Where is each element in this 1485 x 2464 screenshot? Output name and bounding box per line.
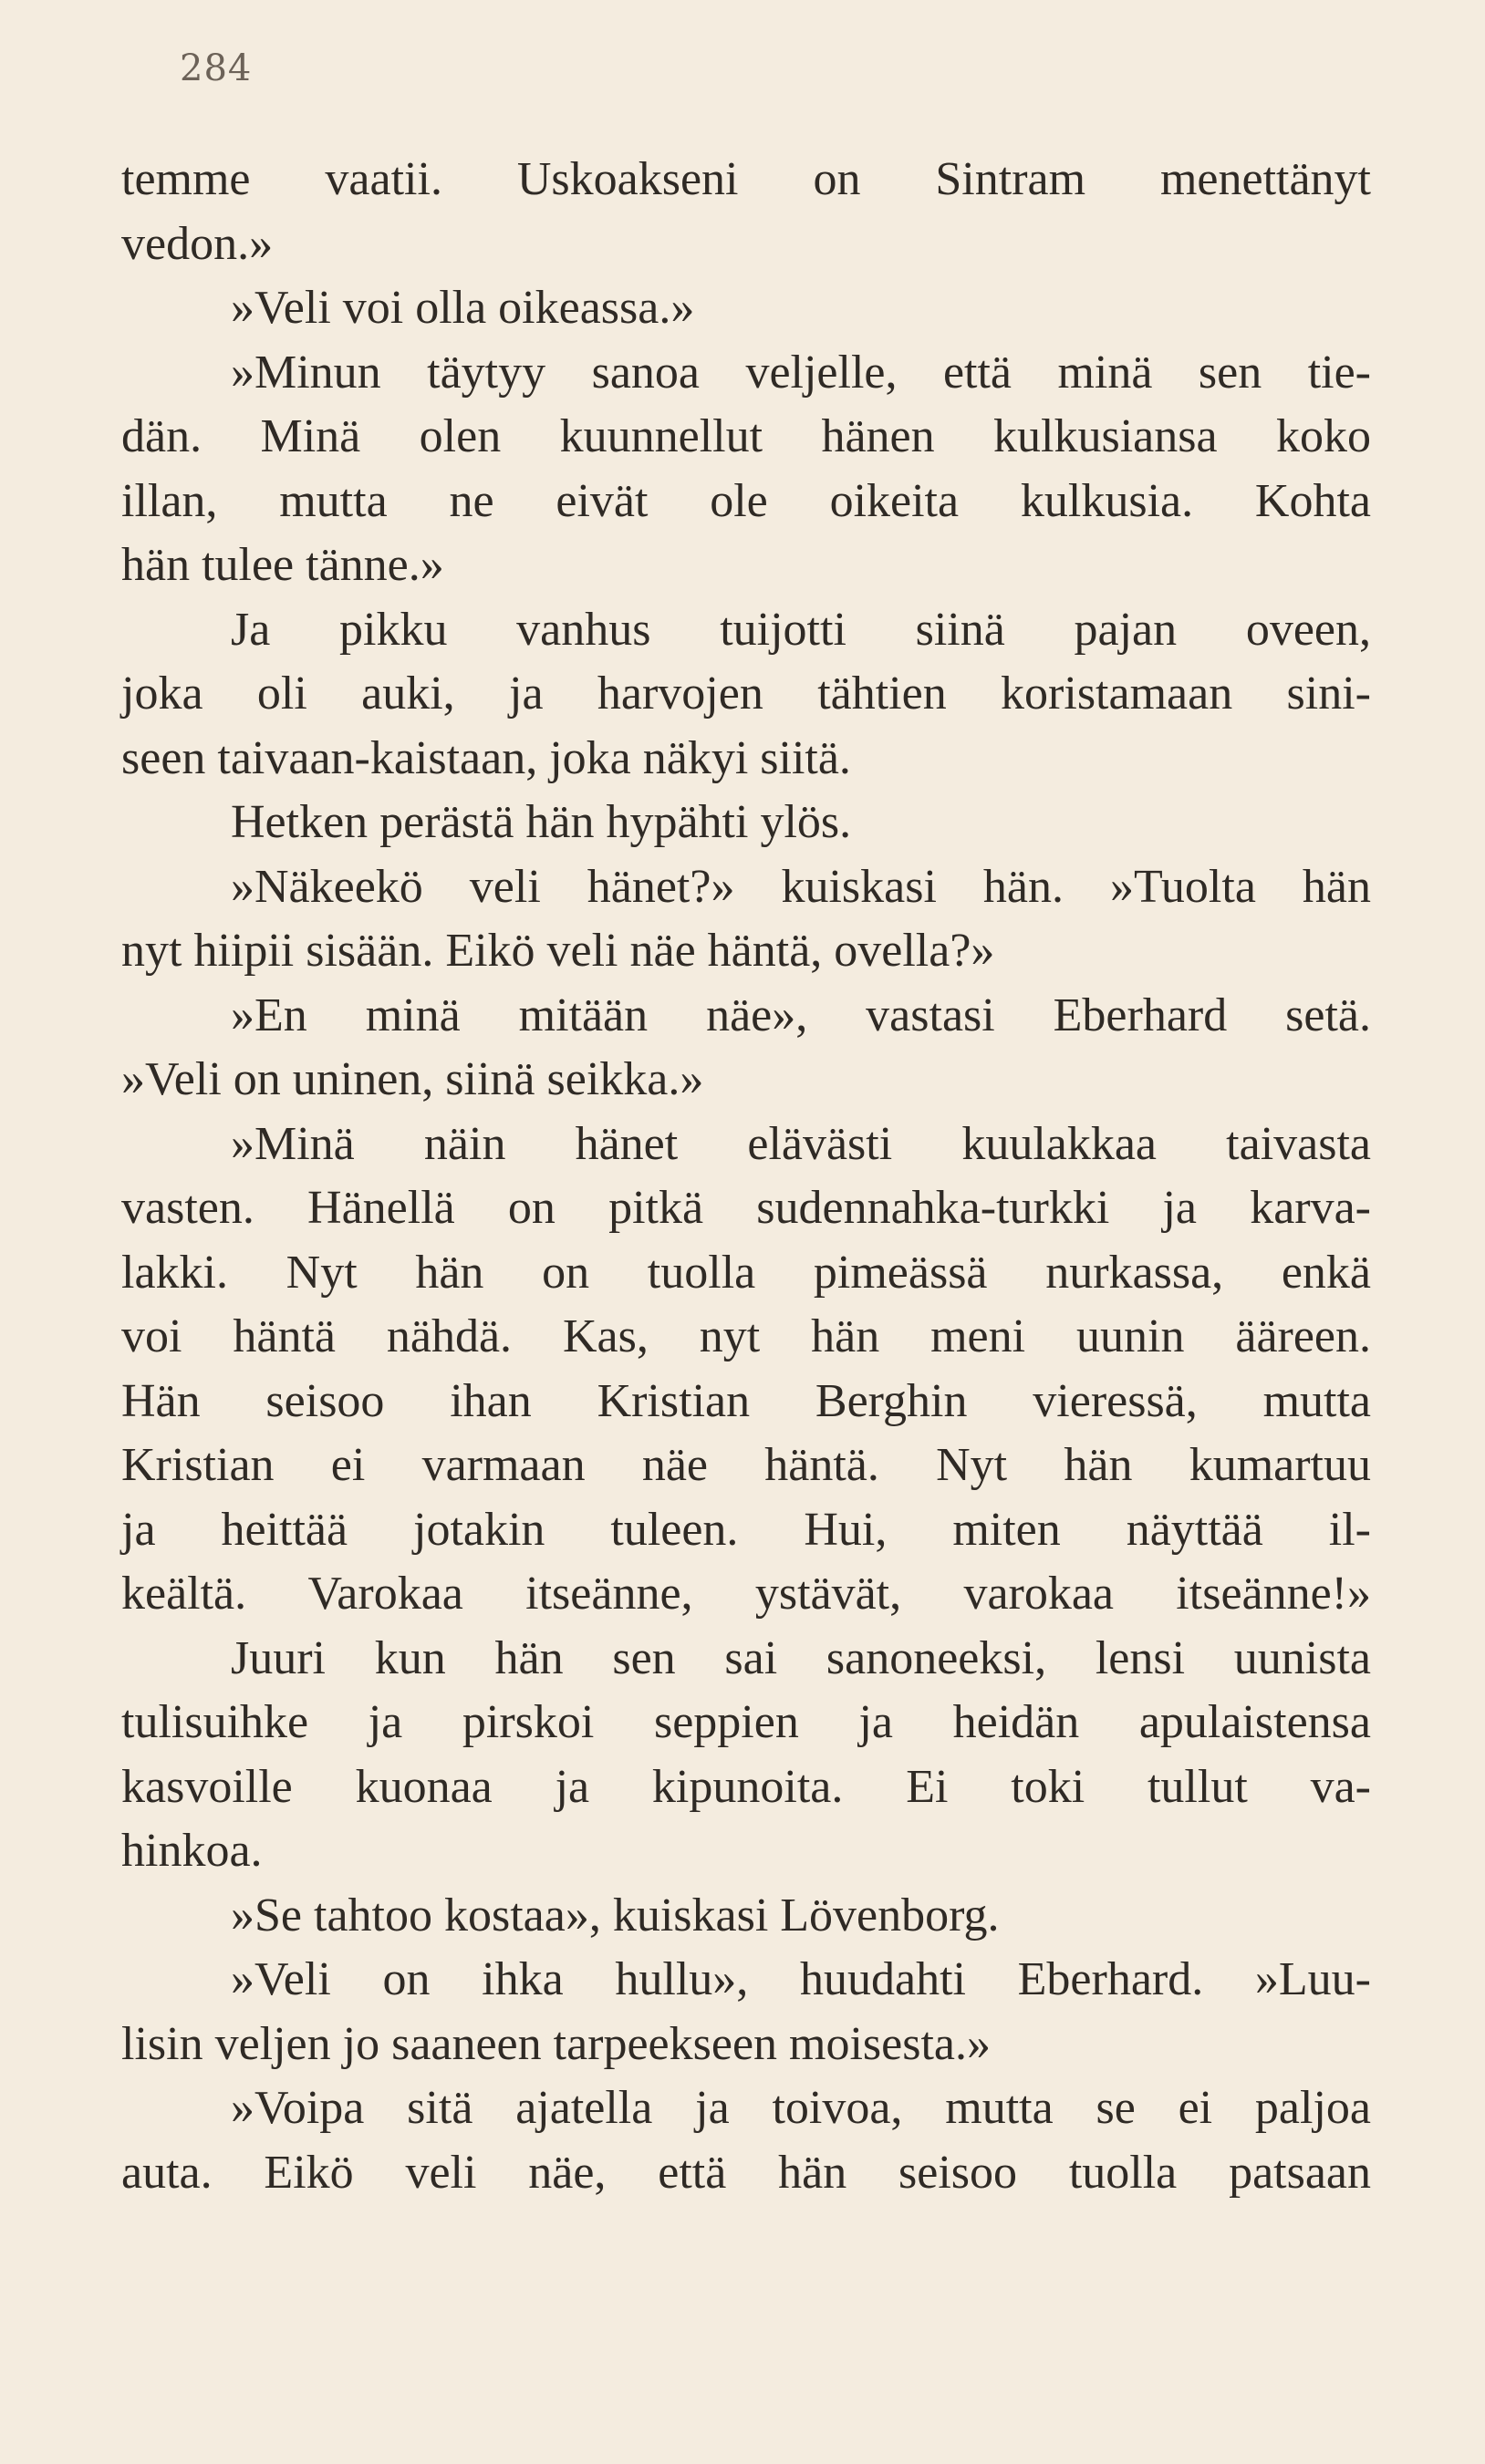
text-line: Ja pikku vanhus tuijotti siinä pajan oveen, bbox=[231, 603, 1371, 656]
text-line: Hän seisoo ihan Kristian Berghin vieressä, mutta bbox=[121, 1374, 1371, 1427]
text-line: »En minä mitään näe», vastasi Eberhard setä. bbox=[231, 989, 1371, 1041]
text-line: ja heittää jotakin tuleen. Hui, miten näyttää il- bbox=[121, 1503, 1371, 1556]
text-line: hän tulee tänne.» bbox=[121, 539, 444, 591]
body-text bbox=[121, 148, 1371, 2205]
text-line: auta. Eikö veli näe, että hän seisoo tuolla patsaan bbox=[121, 2146, 1371, 2199]
text-line: lakki. Nyt hän on tuolla pimeässä nurkassa, enkä bbox=[121, 1246, 1371, 1299]
text-line: illan, mutta ne eivät ole oikeita kulkusia. Kohta bbox=[121, 474, 1371, 527]
text-line: »Minun täytyy sanoa veljelle, että minä sen tie- bbox=[231, 346, 1371, 399]
text-line: »Minä näin hänet elävästi kuulakkaa taivasta bbox=[231, 1117, 1371, 1170]
text-line: Juuri kun hän sen sai sanoneeksi, lensi uunista bbox=[231, 1631, 1371, 1684]
page-number: 284 bbox=[180, 47, 253, 89]
text-line: lisin veljen jo saaneen tarpeekseen moisesta.» bbox=[121, 2017, 992, 2070]
text-line: Hetken perästä hän hypähti ylös. bbox=[231, 796, 852, 848]
text-line: Kristian ei varmaan näe häntä. Nyt hän kumartuu bbox=[121, 1439, 1371, 1491]
text-line: nyt hiipii sisään. Eikö veli näe häntä, ovella?» bbox=[121, 925, 995, 977]
text-line: temme vaatii. Uskoakseni on Sintram menettänyt bbox=[121, 153, 1371, 205]
text-line: dän. Minä olen kuunnellut hänen kulkusiansa koko bbox=[121, 410, 1371, 462]
text-line: »Voipa sitä ajatella ja toivoa, mutta se ei paljoa bbox=[231, 2082, 1371, 2134]
text-line: »Veli voi olla oikeassa.» bbox=[231, 282, 695, 334]
text-line: »Se tahtoo kostaa», kuiskasi Lövenborg. bbox=[231, 1889, 1000, 1941]
text-line: joka oli auki, ja harvojen tähtien koristamaan sini- bbox=[121, 668, 1371, 720]
text-line: keältä. Varokaa itseänne, ystävät, varokaa itseänne!» bbox=[121, 1568, 1371, 1620]
text-line: »Veli on uninen, siinä seikka.» bbox=[121, 1053, 704, 1105]
text-line: hinkoa. bbox=[121, 1825, 263, 1877]
text-line: tulisuihke ja pirskoi seppien ja heidän apulaistensa bbox=[121, 1696, 1371, 1748]
text-line: »Näkeekö veli hänet?» kuiskasi hän. »Tuolta hän bbox=[231, 860, 1371, 913]
text-line: vasten. Hänellä on pitkä sudennahka-turkki ja karva- bbox=[121, 1182, 1371, 1234]
text-line: vedon.» bbox=[121, 217, 274, 270]
text-line: seen taivaan-kaistaan, joka näkyi siitä. bbox=[121, 731, 851, 784]
text-line: kasvoille kuonaa ja kipunoita. Ei toki tullut va- bbox=[121, 1760, 1371, 1813]
text-line: voi häntä nähdä. Kas, nyt hän meni uunin ääreen. bbox=[121, 1310, 1371, 1362]
text-line: »Veli on ihka hullu», huudahti Eberhard. »Luu- bbox=[231, 1953, 1371, 2005]
